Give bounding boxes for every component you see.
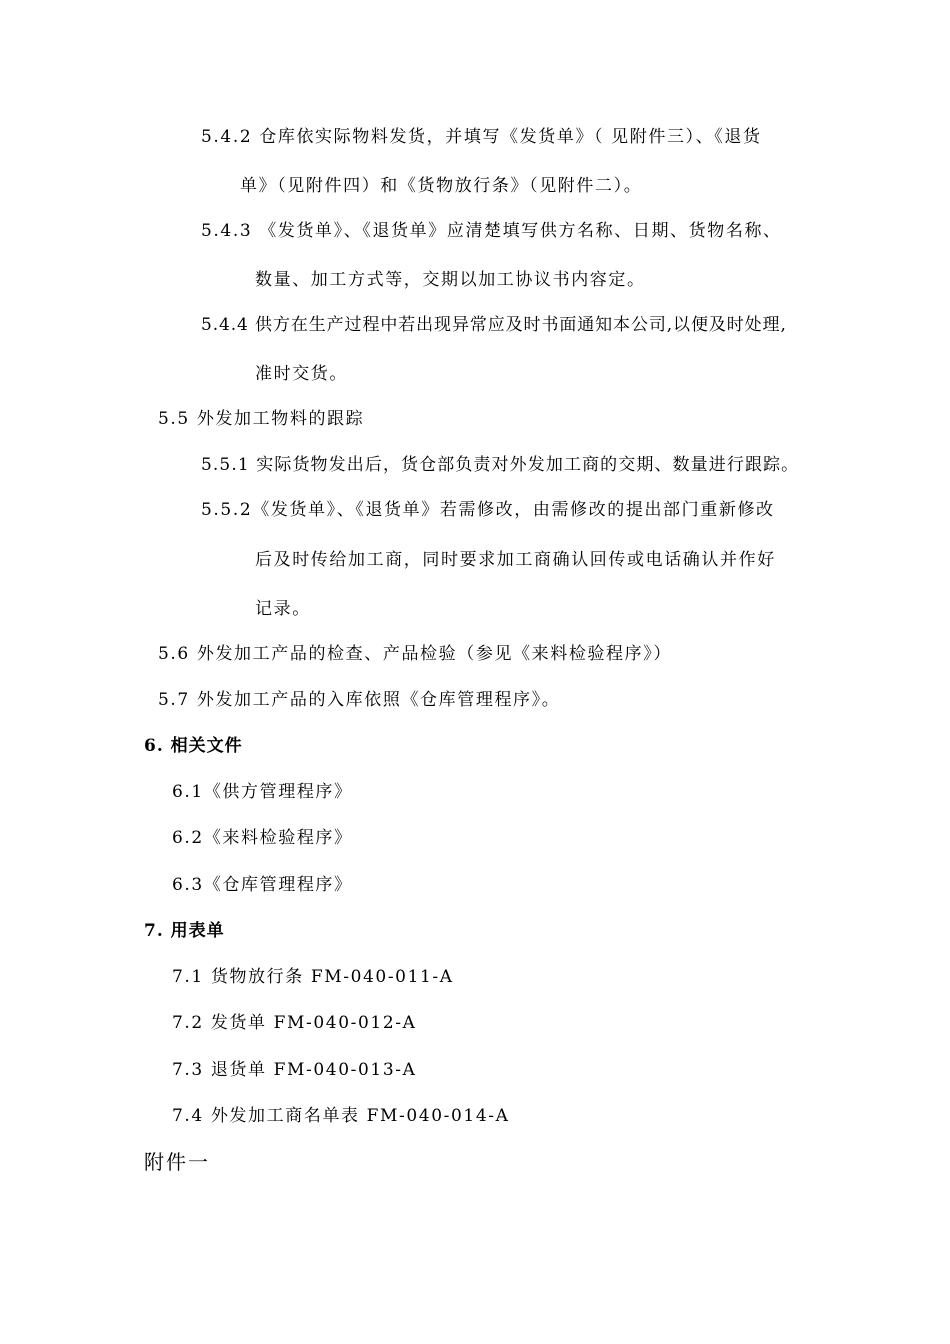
clause-5-7: 5.7 外发加工产品的入库依照《仓库管理程序》。 [158,690,561,710]
clause-5-6: 5.6 外发加工产品的检查、产品检验（参见《来料检验程序》） [158,644,672,664]
clause-5-5-1: 5.5.1 实际货物发出后，货仓部负责对外发加工商的交期、数量进行跟踪。 [201,455,800,475]
related-doc-item: 6.3《仓库管理程序》 [172,875,353,895]
clause-5-4-2-line1: 5.4.2 仓库依实际物料发货，并填写《发货单》（ 见附件三）、《退货 [201,127,762,147]
clause-5-4-3-line1: 5.4.3 《发货单》、《退货单》应清楚填写供方名称、日期、货物名称、 [201,221,782,241]
form-list-item: 7.1 货物放行条 FM-040-011-A [172,967,454,987]
clause-5-5-2-line3: 记录。 [255,599,311,619]
annex-title: 附件一 [144,1150,210,1174]
clause-5-5-2-line2: 后及时传给加工商，同时要求加工商确认回传或电话确认并作好 [255,550,776,570]
clause-5-4-4-line2: 准时交货。 [255,364,348,384]
form-list-item: 7.2 发货单 FM-040-012-A [172,1013,417,1033]
related-doc-item: 6.1《供方管理程序》 [172,782,353,802]
related-doc-item: 6.2《来料检验程序》 [172,828,353,848]
form-list-item: 7.4 外发加工商名单表 FM-040-014-A [172,1106,510,1126]
clause-5-5-title: 5.5 外发加工物料的跟踪 [158,409,365,429]
section-6-heading: 6. 相关文件 [144,736,243,756]
clause-5-4-3-line2: 数量、加工方式等，交期以加工协议书内容定。 [255,270,646,290]
form-list-item: 7.3 退货单 FM-040-013-A [172,1060,417,1080]
clause-5-5-2-line1: 5.5.2《发货单》、《退货单》若需修改，由需修改的提出部门重新修改 [201,500,775,520]
section-7-heading: 7. 用表单 [144,921,225,941]
clause-5-4-2-line2: 单》（见附件四）和《货物放行条》（见附件二）。 [240,176,643,196]
clause-5-4-4-line1: 5.4.4 供方在生产过程中若出现异常应及时书面通知本公司,以便及时处理, [201,315,787,335]
